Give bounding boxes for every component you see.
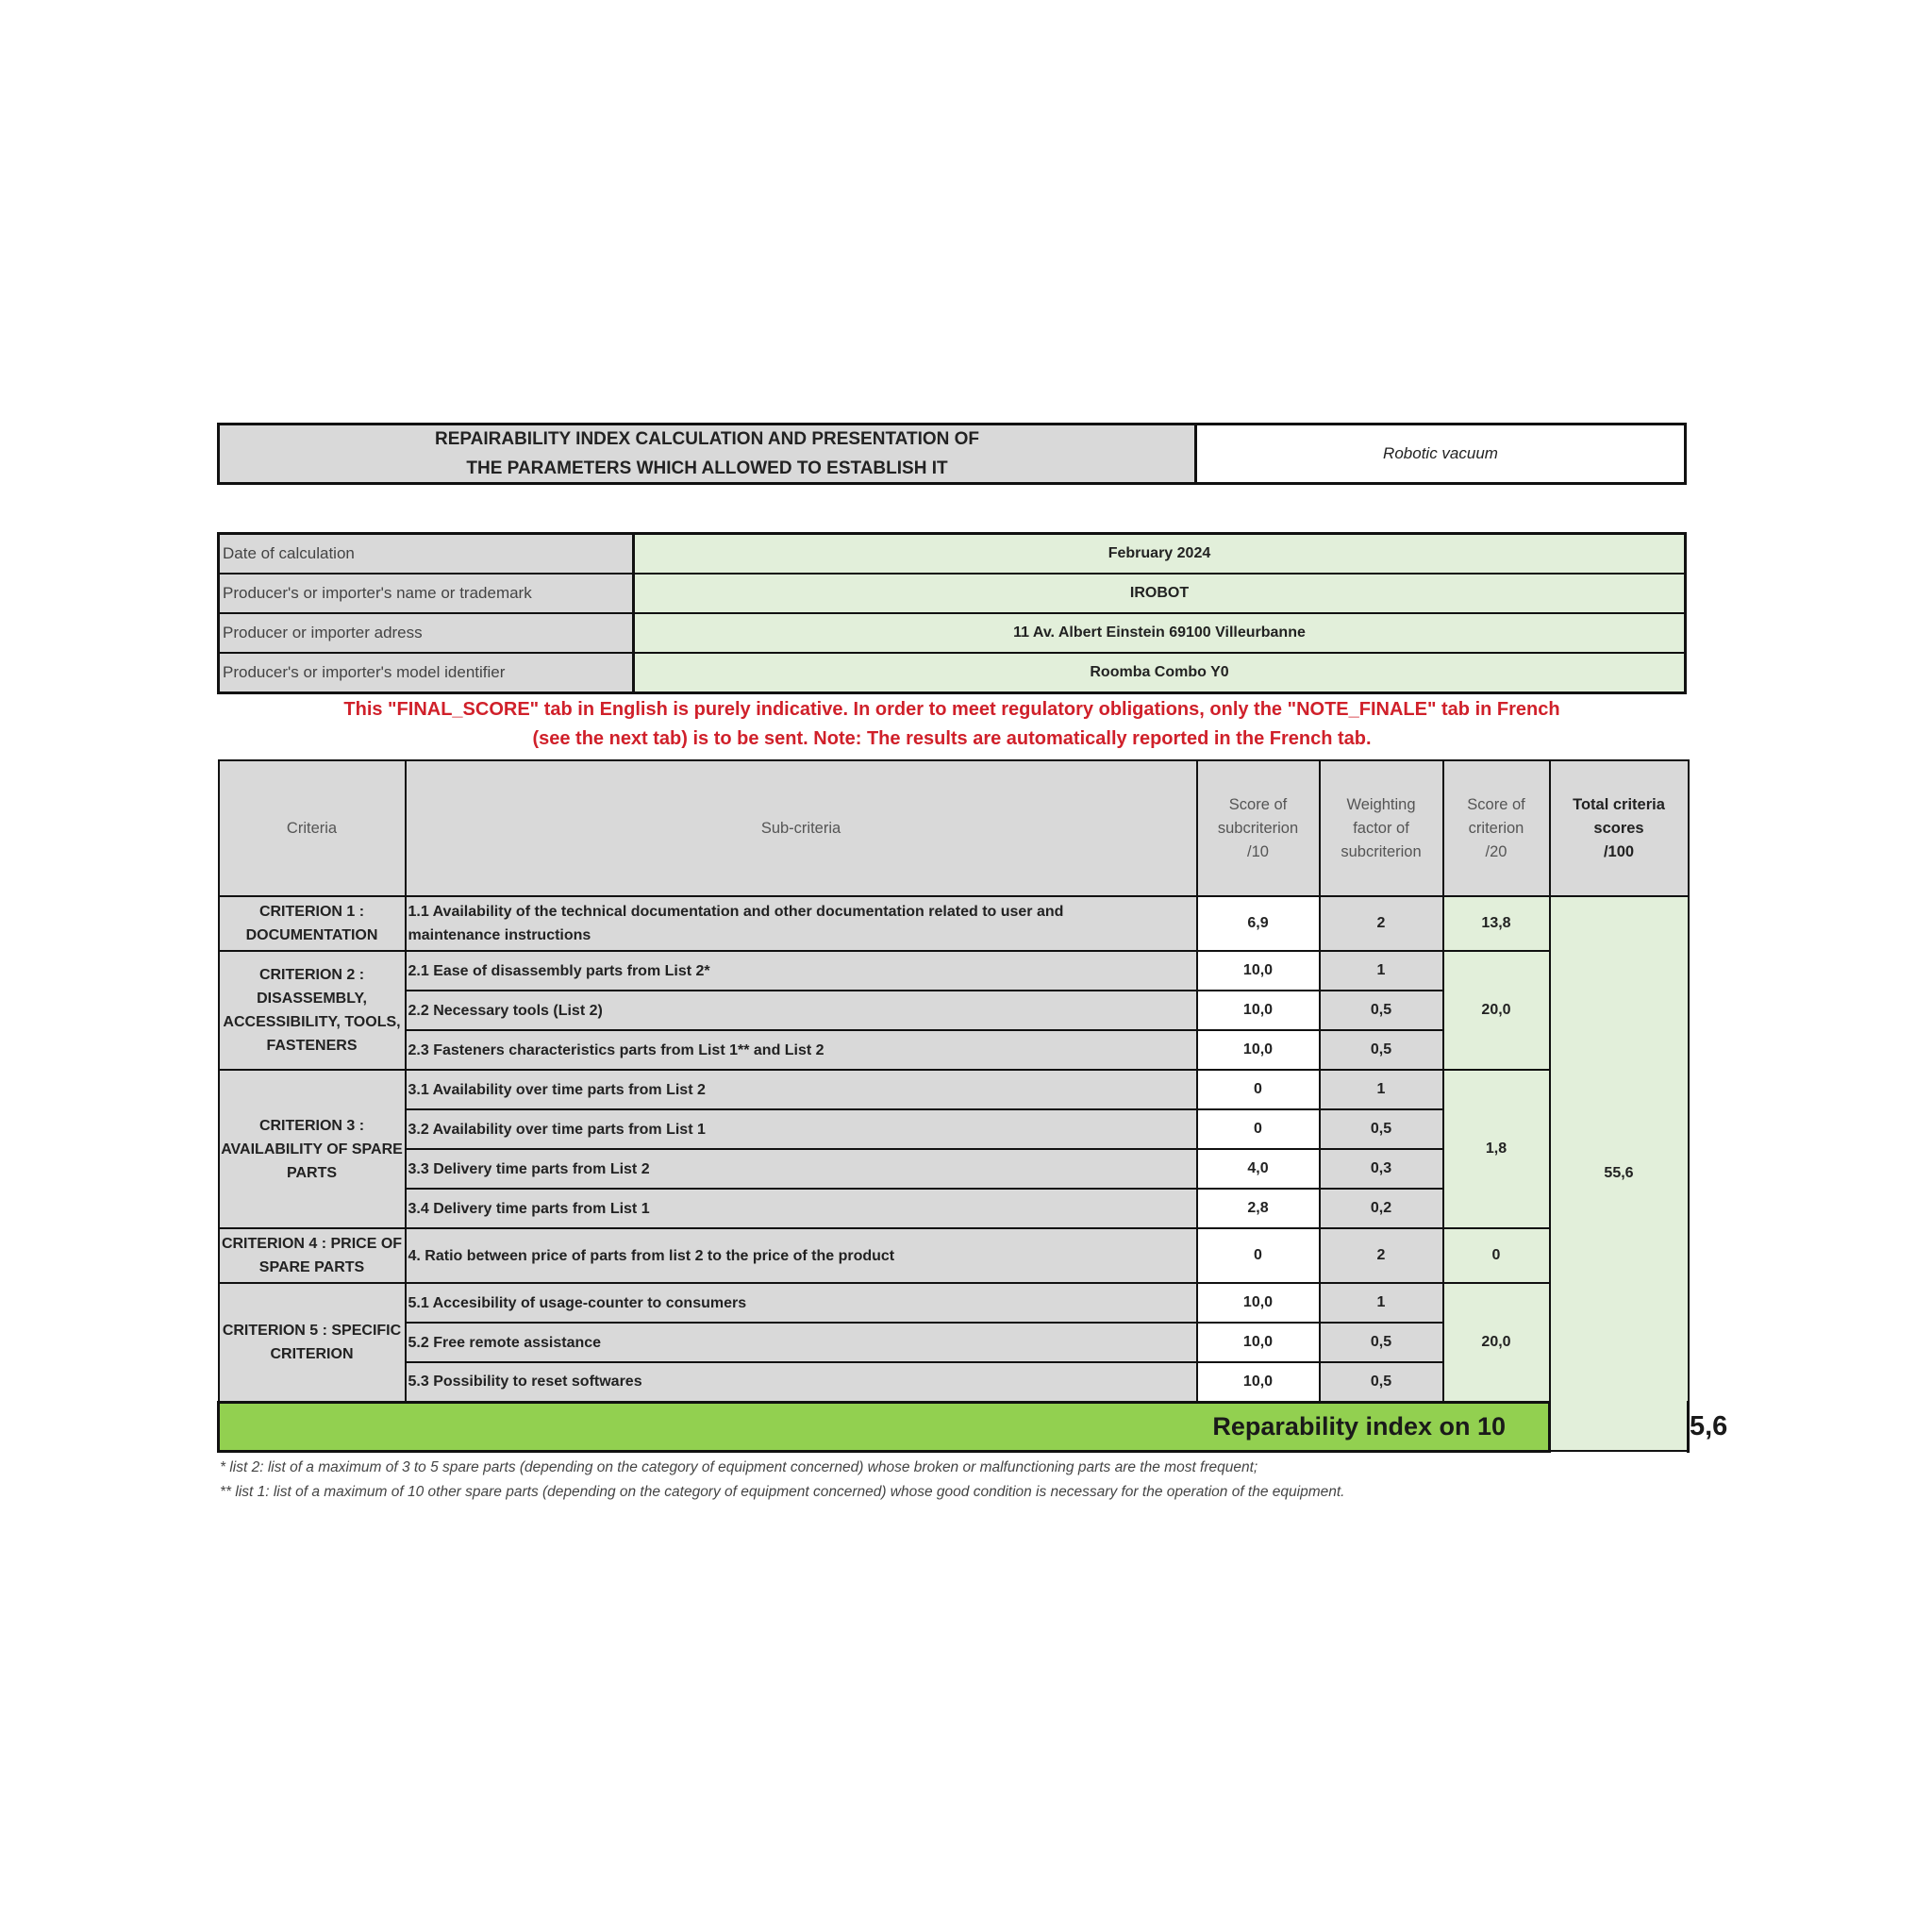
criterion-4-score: 0	[1443, 1228, 1550, 1283]
header-text: Total criteria	[1573, 795, 1665, 813]
header-score-criterion	[1443, 760, 1550, 896]
subcriterion-score: 2,8	[1197, 1189, 1320, 1228]
header-row	[219, 760, 1689, 896]
subcriterion-text: maintenance instructions	[408, 927, 591, 943]
subcriterion-score: 0	[1197, 1070, 1320, 1109]
criterion-5-score: 20,0	[1443, 1283, 1550, 1402]
info-value: IROBOT	[635, 575, 1684, 612]
header-text: Score of	[1228, 795, 1288, 813]
info-row-date	[220, 535, 1684, 575]
table-row	[219, 1070, 1689, 1109]
header-text: /20	[1485, 842, 1507, 860]
header-text: factor of	[1353, 819, 1409, 837]
header-text: subcriterion	[1341, 842, 1422, 860]
criterion-text: DISASSEMBLY,	[257, 991, 367, 1007]
criterion-text: FASTENERS	[266, 1038, 358, 1054]
criterion-2-label	[219, 951, 406, 1070]
subcriterion-5-2: 5.2 Free remote assistance	[406, 1323, 1197, 1362]
header-text: scores	[1593, 819, 1644, 837]
info-row-model-identifier	[220, 654, 1684, 691]
table-row	[219, 951, 1689, 991]
weighting-factor: 0,5	[1320, 991, 1443, 1030]
subcriterion-3-3: 3.3 Delivery time parts from List 2	[406, 1149, 1197, 1189]
subcriterion-4: 4. Ratio between price of parts from list 2 to the price of the product	[406, 1228, 1197, 1283]
title-block	[217, 423, 1687, 485]
subcriterion-3-2: 3.2 Availability over time parts from List 1	[406, 1109, 1197, 1149]
header-text: criterion	[1468, 819, 1524, 837]
criterion-3-label	[219, 1070, 406, 1228]
weighting-factor: 0,5	[1320, 1109, 1443, 1149]
subcriterion-score: 0	[1197, 1228, 1320, 1283]
criterion-text: CRITERION 2 :	[258, 967, 365, 983]
criterion-2-score: 20,0	[1443, 951, 1550, 1070]
criteria-table	[217, 759, 1728, 1453]
info-value: February 2024	[635, 535, 1684, 573]
criterion-1-score: 13,8	[1443, 896, 1550, 951]
criterion-text: CRITERION 5 : SPECIFIC	[222, 1322, 402, 1339]
subcriterion-score: 4,0	[1197, 1149, 1320, 1189]
weighting-factor: 0,5	[1320, 1362, 1443, 1402]
table-row	[219, 1283, 1689, 1323]
criterion-text: PARTS	[286, 1164, 338, 1181]
header-score-subcriterion	[1197, 760, 1320, 896]
weighting-factor: 0,5	[1320, 1030, 1443, 1070]
info-label: Producer's or importer's name or trademark	[220, 575, 635, 612]
subcriterion-2-3: 2.3 Fasteners characteristics parts from List 1** and List 2	[406, 1030, 1197, 1070]
subcriterion-score: 10,0	[1197, 1030, 1320, 1070]
subcriterion-3-1: 3.1 Availability over time parts from List 2	[406, 1070, 1197, 1109]
criterion-text: CRITERION 1 :	[258, 904, 365, 920]
footnote-list-2: * list 2: list of a maximum of 3 to 5 spare parts (depending on the category of equipment concerned) whose broken or malfunctioning parts are the most frequent;	[220, 1458, 1258, 1475]
subcriterion-score: 0	[1197, 1109, 1320, 1149]
weighting-factor: 0,3	[1320, 1149, 1443, 1189]
weighting-factor: 0,2	[1320, 1189, 1443, 1228]
subcriterion-score: 6,9	[1197, 896, 1320, 951]
subcriterion-score: 10,0	[1197, 1283, 1320, 1323]
info-value: 11 Av. Albert Einstein 69100 Villeurbanne	[635, 614, 1684, 652]
header-total-criteria-scores	[1550, 760, 1689, 896]
criterion-text: CRITERION	[270, 1345, 354, 1362]
regulatory-notice	[217, 695, 1687, 754]
weighting-factor: 1	[1320, 1283, 1443, 1323]
subcriterion-5-1: 5.1 Accesibility of usage-counter to consumers	[406, 1283, 1197, 1323]
subcriterion-text: 1.1 Availability of the technical documentation and other documentation related to user and	[408, 904, 1064, 920]
result-row: Reparability index on 10 5,6	[219, 1402, 1689, 1451]
criterion-1-label	[219, 896, 406, 951]
header-criteria: Criteria	[219, 760, 406, 896]
info-label: Date of calculation	[220, 535, 635, 573]
subcriterion-score: 10,0	[1197, 1362, 1320, 1402]
sheet-title	[220, 425, 1197, 482]
product-category: Robotic vacuum	[1383, 444, 1498, 462]
header-text: Score of	[1467, 795, 1525, 813]
subcriterion-1-1	[406, 896, 1197, 951]
criterion-4-label	[219, 1228, 406, 1283]
header-weighting-factor	[1320, 760, 1443, 896]
weighting-factor: 1	[1320, 1070, 1443, 1109]
header-sub-criteria: Sub-criteria	[406, 760, 1197, 896]
info-row-producer-address	[220, 614, 1684, 654]
subcriterion-2-2: 2.2 Necessary tools (List 2)	[406, 991, 1197, 1030]
subcriterion-score: 10,0	[1197, 991, 1320, 1030]
header-text: /10	[1247, 842, 1269, 860]
footnote-list-1: ** list 1: list of a maximum of 10 other spare parts (depending on the category of equipment concerned) whose good condition is necessary for the operation of the equipment.	[220, 1483, 1345, 1500]
total-criteria-score: 55,6	[1550, 896, 1689, 1451]
criterion-text: ACCESSIBILITY, TOOLS,	[223, 1014, 401, 1030]
notice-line-2: (see the next tab) is to be sent. Note: The results are automatically reported in the French tab.	[532, 728, 1372, 749]
subcriterion-score: 10,0	[1197, 951, 1320, 991]
weighting-factor: 0,5	[1320, 1323, 1443, 1362]
header-text: subcriterion	[1217, 819, 1299, 837]
footnotes	[217, 1456, 1687, 1505]
info-row-producer-name	[220, 575, 1684, 614]
table-row	[219, 896, 1689, 951]
title-line-1: REPAIRABILITY INDEX CALCULATION AND PRESENTATION OF	[434, 429, 980, 449]
subcriterion-2-1: 2.1 Ease of disassembly parts from List 2*	[406, 951, 1197, 991]
subcriterion-5-3: 5.3 Possibility to reset softwares	[406, 1362, 1197, 1402]
title-line-2: THE PARAMETERS WHICH ALLOWED TO ESTABLISH IT	[466, 458, 948, 478]
criterion-text: AVAILABILITY OF SPARE	[221, 1141, 403, 1158]
notice-line-1: This "FINAL_SCORE" tab in English is purely indicative. In order to meet regulatory obligations, only the "NOTE_FINALE" tab in French	[343, 699, 1560, 720]
info-table	[217, 532, 1687, 694]
repairability-sheet	[217, 423, 1728, 1505]
info-value: Roomba Combo Y0	[635, 654, 1684, 691]
weighting-factor: 2	[1320, 1228, 1443, 1283]
info-label: Producer's or importer's model identifier	[220, 654, 635, 691]
weighting-factor: 2	[1320, 896, 1443, 951]
header-text: Weighting	[1346, 795, 1416, 813]
criterion-text: CRITERION 4 : PRICE OF	[221, 1236, 403, 1252]
subcriterion-score: 10,0	[1197, 1323, 1320, 1362]
subcriterion-3-4: 3.4 Delivery time parts from List 1	[406, 1189, 1197, 1228]
weighting-factor: 1	[1320, 951, 1443, 991]
reparability-index-label: Reparability index on 10	[219, 1402, 1550, 1451]
table-row	[219, 1228, 1689, 1283]
criterion-text: SPARE PARTS	[258, 1259, 365, 1275]
criterion-text: DOCUMENTATION	[245, 927, 378, 943]
info-label: Producer or importer adress	[220, 614, 635, 652]
header-text: /100	[1603, 842, 1635, 860]
criterion-3-score: 1,8	[1443, 1070, 1550, 1228]
criterion-text: CRITERION 3 :	[258, 1117, 365, 1134]
criterion-5-label	[219, 1283, 406, 1402]
